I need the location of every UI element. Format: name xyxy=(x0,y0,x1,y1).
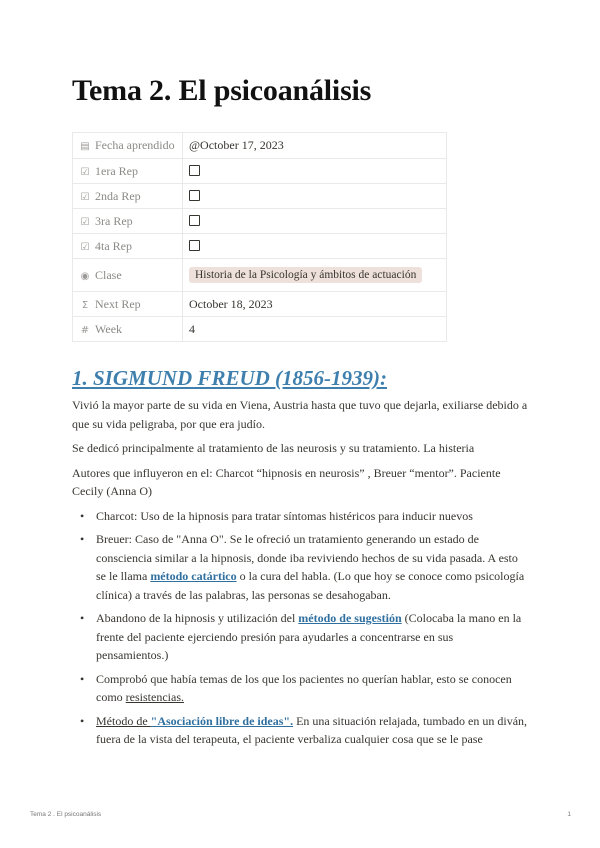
properties-table xyxy=(72,132,447,342)
calendar-icon: ▤ xyxy=(80,141,90,152)
footer-title: Tema 2 . El psicoanálisis xyxy=(30,811,102,818)
property-row-rep3 xyxy=(73,209,447,234)
paragraph: Se dedicó principalmente al tratamiento de las neurosis y su tratamiento. La histeria xyxy=(72,441,475,455)
checkbox-property-icon: ☑ xyxy=(80,166,90,178)
paragraph: Vivió la mayor parte de su vida en Viena, Austria hasta que tuvo que dejarla, exiliarse debido a que su vida peligraba, por que era judío. xyxy=(72,398,528,431)
hash-icon: # xyxy=(80,324,90,336)
property-label: 1era Rep xyxy=(95,163,138,178)
property-row-week xyxy=(73,317,447,342)
rep2-checkbox[interactable] xyxy=(189,190,200,201)
bullet-list xyxy=(72,507,528,749)
checkbox-property-icon: ☑ xyxy=(80,241,90,253)
checkbox-property-icon: ☑ xyxy=(80,216,90,228)
list-item: • Breuer: Caso de "Anna O". Se le ofreció un tratamiento generando un estado de consciencia similar a la hipnosis, donde iba reviviendo hechos de su vida pasada. A esto se le llama método catártico o la cura del habla. (Lo que hoy se conoce como psicología clínica) a través de las palabras, las personas se desahogaban. xyxy=(72,530,528,604)
resistencias-term: resistencias. xyxy=(125,690,184,704)
content-body xyxy=(72,396,528,754)
next-rep-value: October 18, 2023 xyxy=(183,292,447,317)
property-label: 2nda Rep xyxy=(95,188,141,203)
property-row-rep2 xyxy=(73,184,447,209)
property-label: 3ra Rep xyxy=(95,213,133,228)
checkbox-property-icon: ☑ xyxy=(80,191,90,203)
rep3-checkbox[interactable] xyxy=(189,215,200,226)
sigma-icon: Σ xyxy=(81,299,89,311)
list-item: • Método de "Asociación libre de ideas". En una situación relajada, tumbado en un diván, fuera de la vista del terapeuta, el paciente verbaliza cualquier cosa que se le pase xyxy=(72,712,528,749)
property-row-rep1 xyxy=(73,159,447,184)
page-number: 1 xyxy=(567,811,571,818)
list-item: • Charcot: Uso de la hipnosis para tratar síntomas histéricos para inducir nuevos xyxy=(72,507,528,526)
property-label: Next Rep xyxy=(95,296,141,311)
property-label: Clase xyxy=(95,267,122,282)
clase-tag[interactable]: Historia de la Psicología y ámbitos de actuación xyxy=(189,267,422,283)
property-label: Fecha aprendido xyxy=(95,138,175,152)
property-row-fecha xyxy=(73,133,447,159)
asociacion-libre-link[interactable]: "Asociación libre de ideas". xyxy=(150,713,294,728)
property-row-next-rep xyxy=(73,292,447,317)
list-item: • Comprobó que había temas de los que los pacientes no querían hablar, esto se conocen como resistencias. xyxy=(72,670,528,707)
property-row-clase xyxy=(73,259,447,292)
page-title: Tema 2. El psicoanálisis xyxy=(72,74,372,107)
list-item: • Abandono de la hipnosis y utilización del método de sugestión (Colocaba la mano en la frente del paciente ejerciendo presión para ayudarles a concentrarse en sus pensamientos.) xyxy=(72,609,528,665)
rep4-checkbox[interactable] xyxy=(189,240,200,251)
metodo-sugestion-link[interactable]: método de sugestión xyxy=(298,611,402,625)
paragraph: Autores que influyeron en el: Charcot “hipnosis en neurosis” , Breuer “mentor”. Paciente Cecily (Anna O) xyxy=(72,465,501,498)
metodo-catartico-link[interactable]: método catártico xyxy=(150,569,237,583)
section-heading: 1. SIGMUND FREUD (1856-1939): xyxy=(72,366,388,390)
select-icon: ◉ xyxy=(80,270,90,282)
rep1-checkbox[interactable] xyxy=(189,165,200,176)
property-row-rep4 xyxy=(73,234,447,259)
date-value[interactable]: @October 17, 2023 xyxy=(183,133,447,159)
property-label: 4ta Rep xyxy=(95,238,132,253)
week-value: 4 xyxy=(183,317,447,342)
property-label: Week xyxy=(95,321,123,336)
